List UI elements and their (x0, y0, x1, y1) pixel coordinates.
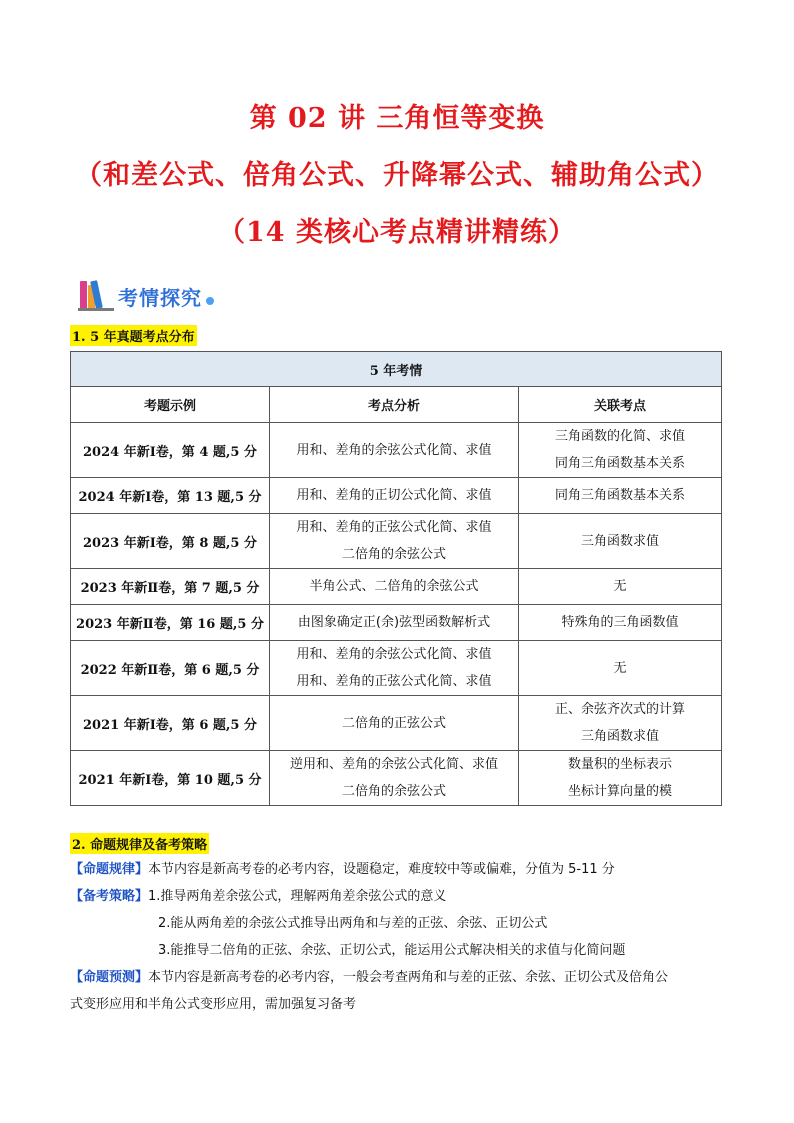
cell-example: 2021 年新Ⅰ卷，第 6 题,5 分 (71, 696, 270, 751)
col-header-related: 关联考点 (519, 387, 722, 423)
section-banner (78, 279, 214, 313)
strategy-paragraph (70, 883, 722, 910)
table-row (71, 696, 722, 751)
cell-analysis: 半角公式、二倍角的余弦公式 (270, 569, 519, 605)
title-line-3: （14 类核心考点精讲精练） (218, 217, 576, 248)
cell-analysis: 用和、差角的余弦公式化简、求值 用和、差角的正弦公式化简、求值 (270, 641, 519, 696)
table-caption: 5 年考情 (71, 352, 722, 387)
cell-example: 2023 年新Ⅰ卷，第 8 题,5 分 (71, 514, 270, 569)
cell-analysis: 二倍角的正弦公式 (270, 696, 519, 751)
cell-related: 三角函数的化简、求值 同角三角函数基本关系 (519, 423, 722, 478)
cell-example: 2021 年新Ⅰ卷，第 10 题,5 分 (71, 751, 270, 806)
strategy-item-2: 2.能从两角差的余弦公式推导出两角和与差的正弦、余弦、正切公式 (158, 916, 548, 931)
rule-tag: 【命题规律】 (70, 862, 149, 877)
strategy-item-3: 3.能推导二倍角的正弦、余弦、正切公式，能运用公式解决相关的求值与化简问题 (158, 943, 626, 958)
section-heading-1: 1. 5 年真题考点分布 (70, 325, 197, 346)
forecast-tag: 【命题预测】 (70, 970, 149, 985)
table-row (71, 423, 722, 478)
cell-analysis: 用和、差角的正弦公式化简、求值 二倍角的余弦公式 (270, 514, 519, 569)
col-header-example: 考题示例 (71, 387, 270, 423)
exam-table (70, 351, 722, 806)
books-icon (78, 279, 118, 313)
col-header-analysis: 考点分析 (270, 387, 519, 423)
banner-title: 考情探究 (118, 285, 202, 310)
section-heading-2: 2. 命题规律及备考策略 (70, 833, 209, 854)
table-row (71, 605, 722, 641)
table-row (71, 514, 722, 569)
title-line-2: （和差公式、倍角公式、升降幂公式、辅助角公式） (75, 160, 719, 191)
cell-related: 特殊角的三角函数值 (519, 605, 722, 641)
cell-analysis: 用和、差角的正切公式化简、求值 (270, 478, 519, 514)
forecast-text-1: 本节内容是新高考卷的必考内容，一般会考查两角和与差的正弦、余弦、正切公式及倍角公 (148, 970, 669, 985)
table-row (71, 641, 722, 696)
table-row (71, 751, 722, 806)
cell-related: 同角三角函数基本关系 (519, 478, 722, 514)
cell-related: 数量积的坐标表示 坐标计算向量的模 (519, 751, 722, 806)
rule-text: 本节内容是新高考卷的必考内容，设题稳定，难度较中等或偏难，分值为 5-11 分 (148, 862, 615, 877)
cell-example: 2024 年新Ⅰ卷，第 13 题,5 分 (71, 478, 270, 514)
cell-analysis: 由图象确定正(余)弦型函数解析式 (270, 605, 519, 641)
cell-example: 2023 年新Ⅱ卷，第 7 题,5 分 (71, 569, 270, 605)
dot-icon (206, 297, 214, 305)
strategy-item-1: 1.推导两角差余弦公式，理解两角差余弦公式的意义 (148, 889, 447, 904)
cell-example: 2023 年新Ⅱ卷，第 16 题,5 分 (71, 605, 270, 641)
cell-related: 正、余弦齐次式的计算 三角函数求值 (519, 696, 722, 751)
title-line-1: 第 02 讲 三角恒等变换 (249, 103, 545, 134)
cell-related: 无 (519, 641, 722, 696)
cell-related: 无 (519, 569, 722, 605)
forecast-text-2: 式变形应用和半角公式变形应用，需加强复习备考 (70, 997, 357, 1012)
forecast-paragraph (70, 964, 722, 991)
cell-analysis: 逆用和、差角的余弦公式化简、求值 二倍角的余弦公式 (270, 751, 519, 806)
table-row (71, 478, 722, 514)
cell-example: 2024 年新Ⅰ卷，第 4 题,5 分 (71, 423, 270, 478)
cell-related: 三角函数求值 (519, 514, 722, 569)
cell-analysis: 用和、差角的余弦公式化简、求值 (270, 423, 519, 478)
strategy-tag: 【备考策略】 (70, 889, 149, 904)
rule-paragraph (70, 856, 722, 883)
table-row (71, 569, 722, 605)
cell-example: 2022 年新Ⅱ卷，第 6 题,5 分 (71, 641, 270, 696)
